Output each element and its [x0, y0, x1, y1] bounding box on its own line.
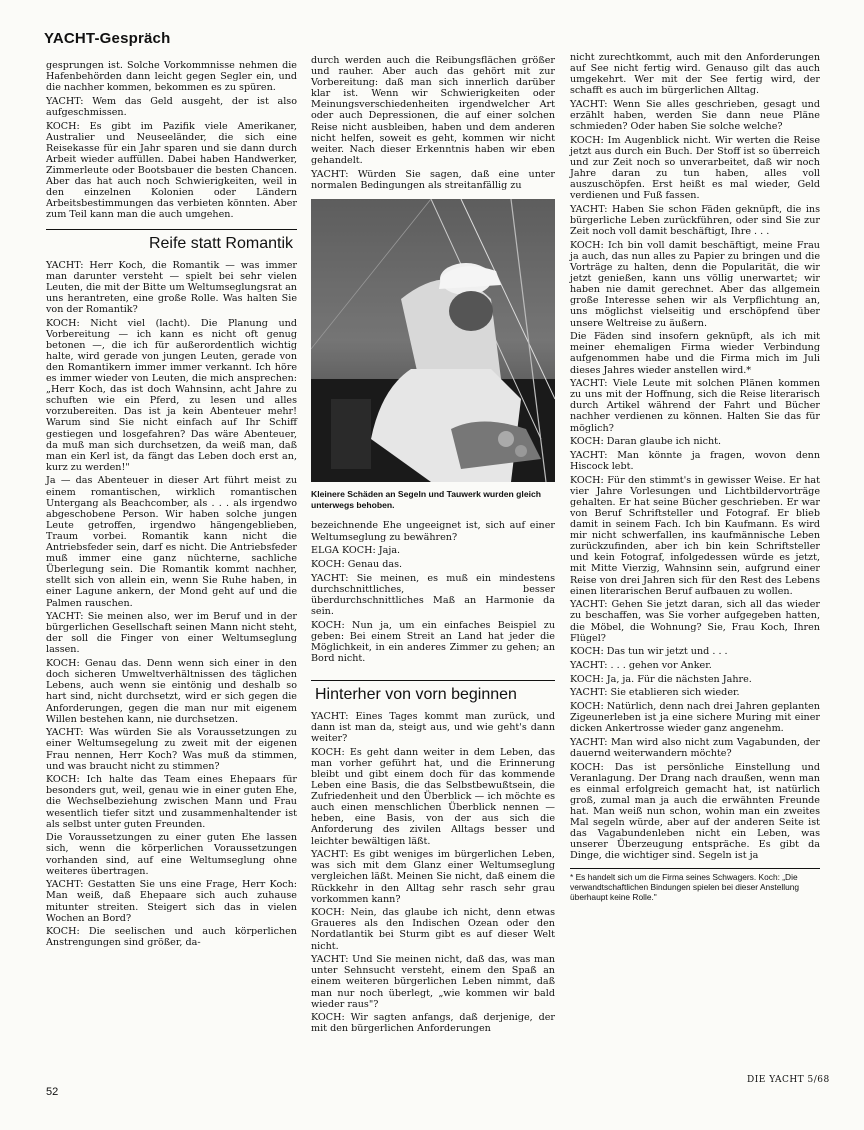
paragraph: YACHT: Wenn Sie alles geschrieben, gesagt und erzählt haben, werden Sie dann neue Pläne schmieden? Oder haben Sie solche welche? [570, 98, 820, 133]
paragraph: KOCH: Genau das. [311, 558, 403, 570]
paragraph: KOCH: Die seelischen und auch körperlichen Anstrengungen sind größer, da- [46, 926, 297, 949]
paragraph: YACHT: Sie meinen, es muß ein mindestens durchschnittliches, besser überdurchschnittliches Maß an Harmonie da sein. [311, 572, 555, 617]
paragraph: KOCH: Nun ja, um ein einfaches Beispiel zu geben: Bei einem Streit an Land hat jeder die Möglichkeit, in ein anderes Zimmer zu gehen; an Bord nicht. [311, 619, 555, 664]
paragraph: YACHT: Gestatten Sie uns eine Frage, Herr Koch: Man weiß, daß Ehepaare sich auch zuhause mitunter streiten. Steigert sich das in vielen Wochen an Bord? [46, 879, 297, 924]
paragraph: YACHT: Man könnte ja fragen, wovon denn Hiscock lebt. [570, 449, 820, 473]
paragraph: YACHT: Haben Sie schon Fäden geknüpft, die ins bürgerliche Leben zurückführen, oder sind Sie zur Zeit noch voll damit beschäftigt, Ihre . . . [570, 204, 820, 238]
paragraph: bezeichnende Ehe ungeeignet ist, sich auf einer Weltumseglung zu bewähren? [311, 520, 555, 543]
paragraph: YACHT: Und Sie meinen nicht, daß das, was man unter Sehnsucht versteht, einem den Spaß an einem weiteren bürgerlichen Leben nimmt, daß man nur noch überlegt, „wie kommen wir bald wieder raus"? [311, 954, 555, 1010]
text-column-2 [311, 55, 555, 1037]
paragraph: YACHT: Würden Sie sagen, daß eine unter normalen Bedingungen als streitanfällig zu [311, 168, 555, 191]
paragraph: KOCH: Für den stimmt's in gewisser Weise. Er hat vier Jahre Vorlesungen und Lichtbildervorträge gehalten. Er hat seine Bücher geschrieben. Er war von Beruf Schriftsteller und Fotograf. Er blieb damit in seinem Fach. Ich bin Kaufmann. Es wird mir nicht schwerfallen, ins kaufmännische Leben zurückzufinden, aber ich bin kein Schriftsteller und kein Fotograf, infolgedessen würde es jetzt, mit Mitte Vierzig, Wahnsinn sein, aufgrund einer Reise von drei Jahren sich für den Rest des Lebens einen literarischen Beruf aufbauen zu wollen. [570, 474, 820, 597]
paragraph: YACHT: Sie meinen also, wer im Beruf und in der bürgerlichen Gesellschaft seinen Mann nicht steht, der soll die Finger von einer Weltumseglung lassen. [46, 611, 297, 656]
paragraph: Die Fäden sind insofern geknüpft, als ich mit meiner ehemaligen Firma wieder Verbindung aufgenommen habe und die Firma mich im Juli dieses Jahres wieder anstellen wird.* [570, 331, 820, 376]
text-column-3 [570, 52, 820, 902]
paragraph: YACHT: Herr Koch, die Romantik — was immer man darunter versteht — spielt bei sehr vielen Leuten, die mit der Bitte um Weltumseglungsrat an uns herantreten, eine große Rolle. Was halten Sie von der Romantik? [46, 259, 297, 315]
paragraph: KOCH: Ich halte das Team eines Ehepaars für besonders gut, weil, genau wie in einer guten Ehe, die Wechselbeziehung zwischen Mann und Frau wesentlich tiefer sitzt und zusammenhaltender ist als selbst unter guten Freunden. [46, 774, 297, 830]
paragraph: KOCH: Genau das. Denn wenn sich einer in den doch sicheren Umweltverhältnissen des täglichen Lebens, auch wenn sie eintönig und deshalb so hart sind, nicht durchsetzt, wird er sich gegen die Anforderungen, gegen die man nur mit eigenem Willen bestehen kann, nie durchsetzen. [46, 658, 297, 725]
paragraph: YACHT: Eines Tages kommt man zurück, und dann ist man da, steigt aus, und wie geht's dann weiter? [311, 710, 555, 745]
paragraph: gesprungen ist. Solche Vorkommnisse nehmen die Hafenbehörden dann leicht gegen Segler ein, und die nachher kommen, bekommen es zu spüren. [46, 60, 297, 94]
paragraph: Ja — das Abenteuer in dieser Art führt meist zu einem romantischen, wirklich romantischen Untergang als Beachcomber, als . . . als irgendwo abgeschobene Person. Wir haben solche jungen Leute getroffen, irgendwo hängengeblieben, Traum vorbei. Romantik kann nicht die Antriebsfeder sein, darf es nicht. Die Antriebsfeder muß immer eine ganz nüchterne, sachliche Überlegung sein. Die Romantik kommt nachher, stellt sich von allein ein, wenn Sie Ruhe haben, in einer Lagune ankern, der Mond geht auf und die Palmen rauschen. [46, 475, 297, 609]
paragraph: KOCH: Das ist persönliche Einstellung und Veranlagung. Der Drang nach draußen, wenn man es einmal erfolgreich gemacht hat, ist natürlich groß, zumal man ja auch die erwähnten Freunde hat. Man weiß nun schon, wohin man ein zweites Mal segeln würde, aber auf der anderen Seite ist das Vagabundenleben nicht ein Leben, was unserer Überzeugung entspräche. Es gibt da Dinge, die wichtiger sind. Segeln ist ja [570, 761, 820, 862]
paragraph: nicht zurechtkommt, auch mit den Anforderungen auf See nicht fertig wird. Genauso gilt das auch umgekehrt. Wer mit der See fertig wird, der schafft es auch im bürgerlichen Alltag. [570, 52, 820, 97]
paragraph: KOCH: Es gibt im Pazifik viele Amerikaner, Australier und Neuseeländer, die sich eine Reisekasse für ein Jahr sparen und sie dann durch Arbeit wieder auffüllen. Dabei haben Handwerker, Zimmerleute oder Bootsbauer die besten Chancen. Aber das hat auch noch Schwierigkeiten, weil in den einzelnen Kolonien oder Ländern Arbeitsbestimmungen das verbieten könnten. Aber zum Teil kann man die auch umgehen. [46, 120, 297, 221]
paragraph: KOCH: Daran glaube ich nicht. [570, 436, 722, 448]
photo-caption: Kleinere Schäden an Segeln und Tauwerk wurden gleich unterwegs behoben. [311, 489, 542, 510]
paragraph: YACHT: Es gibt weniges im bürgerlichen Leben, was sich mit dem Glanz einer Weltumseglung vergleichen läßt. Meinen Sie nicht, daß einem die Rückkehr in den Alltag sehr rasch sehr grau vorkommen kann? [311, 849, 555, 905]
paragraph: Die Voraussetzungen zu einer guten Ehe lassen sich, wenn die körperlichen Voraussetzungen vorhanden sind, auf eine Weltumseglung ohne weiteres übertragen. [46, 832, 297, 877]
paragraph: YACHT: Gehen Sie jetzt daran, sich all das wieder zu beschaffen, was Sie vorher aufgegeben hatten, die Möbel, die Wohnung? Sie, Frau Koch, Ihren Flügel? [570, 599, 820, 644]
section-header: YACHT-Gespräch [44, 30, 171, 47]
page-number: 52 [46, 1086, 59, 1098]
paragraph: KOCH: Es geht dann weiter in dem Leben, das man vorher geführt hat, und die Erinnerung bleibt und gibt einem doch für das kommende Leben eine Basis, die das Selbstbewußtsein, die Zufriedenheit und den Überblick — ich möchte es auch einen menschlichen Überblick nennen — heben, eine Basis, von der aus sich die Anforderung des zivilen Alltags besser und leichter bewältigen läßt. [311, 746, 555, 847]
paragraph: KOCH: Wir sagten anfangs, daß derjenige, der mit den bürgerlichen Anforderungen [311, 1012, 555, 1035]
paragraph: KOCH: Nicht viel (lacht). Die Planung und Vorbereitung — ich kann es nicht oft genug betonen —, die ich für außerordentlich wichtig halte, wird gerade von jungen Leuten, gerade von den Romantikern immer immer verkannt. Ich höre es immer wieder von Leuten, die mich ansprechen: „Herr Koch, das ist doch Wahnsinn, acht Jahre zu schuften wie ein Pferd, zu lesen und alles vorzubereiten. Das ist ja kein Abenteuer mehr! Warum sind Sie nicht einfach auf Ihr Schiff gestiegen und losgefahren? Das wäre Abenteuer, da muß man sich durchsetzen, da weiß man, daß man ein Kerl ist, da fängt das Leben doch erst an, kurz zu werden!" [46, 317, 297, 473]
paragraph: YACHT: Wem das Geld ausgeht, der ist also aufgeschmissen. [46, 95, 297, 118]
section-heading: Reife statt Romantik [46, 229, 297, 254]
paragraph: ELGA KOCH: Jaja. [311, 545, 401, 557]
sailor-photo [311, 199, 555, 482]
paragraph: YACHT: Sie etablieren sich wieder. [570, 687, 740, 699]
paragraph: YACHT: Viele Leute mit solchen Plänen kommen zu uns mit der Hoffnung, sich die Reise literarisch durch Artikel während der Fahrt und Bücher nachher verdienen zu können. Halten Sie das für möglich? [570, 378, 820, 434]
paragraph: KOCH: Im Augenblick nicht. Wir werten die Reise jetzt aus durch ein Buch. Der Stoff ist so überreich und zur Zeit noch so unverarbeitet, daß wir noch Jahre daran zu tun haben, alles voll auszuschöpfen. Erst heißt es mal wieder, Geld verdienen und Fuß fassen. [570, 134, 820, 202]
paragraph: durch werden auch die Reibungsflächen größer und rauher. Aber auch das gehört mit zur Vorbereitung: daß man sich innerlich darüber klar ist. Wenn wir Schwierigkeiten oder Meinungsverschiedenheiten irgendwelcher Art oder auch Depressionen, die auf einer solchen Reise nicht ausbleiben, haben und dem anderen nicht helfen, soweit es geht, kommen wir nicht weiter. Nach dieser Erkenntnis haben wir eben gehandelt. [311, 55, 555, 166]
paragraph: KOCH: Ja, ja. Für die nächsten Jahre. [570, 673, 752, 685]
paragraph: KOCH: Ich bin voll damit beschäftigt, meine Frau ja auch, das nun alles zu Papier zu bringen und die Vorträge zu halten, denn die Popularität, die wir jetzt genießen, kann uns völlig unerwartet; wir haben nie damit gerechnet. Aber das allgemein große Interesse sehen wir als Verpflichtung an, uns möglichst vielseitig und erschöpfend über unsere Weltreise zu äußern. [570, 239, 820, 329]
text-column-1 [46, 60, 297, 951]
paragraph: YACHT: Man wird also nicht zum Vagabunden, der dauernd weiterwandern möchte? [570, 736, 820, 760]
paragraph: KOCH: Nein, das glaube ich nicht, denn etwas Graueres als den Indischen Ozean oder den Nordatlantik bei Sturm gibt es auf dieser Welt nicht. [311, 907, 555, 952]
issue-label: DIE YACHT 5/68 [747, 1075, 830, 1085]
paragraph: YACHT: . . . gehen vor Anker. [570, 660, 712, 671]
paragraph: KOCH: Das tun wir jetzt und . . . [570, 646, 728, 658]
footnote: * Es handelt sich um die Firma seines Schwagers. Koch: „Die verwandtschaftlichen Bindungen spielen bei dieser Anstellung überhaupt keine Rolle." [570, 868, 820, 902]
section-heading: Hinterher von vorn beginnen [311, 680, 555, 705]
paragraph: KOCH: Natürlich, denn nach drei Jahren geplanten Zigeunerleben ist ja eine sichere Muring mit einer dicken Ankertrosse wieder ganz angenehm. [570, 701, 820, 735]
paragraph: YACHT: Was würden Sie als Voraussetzungen zu einer Weltumsegelung zu zweit mit der eigenen Frau nennen, Herr Koch? Was muß da stimmen, und was braucht nicht zu stimmen? [46, 727, 297, 772]
